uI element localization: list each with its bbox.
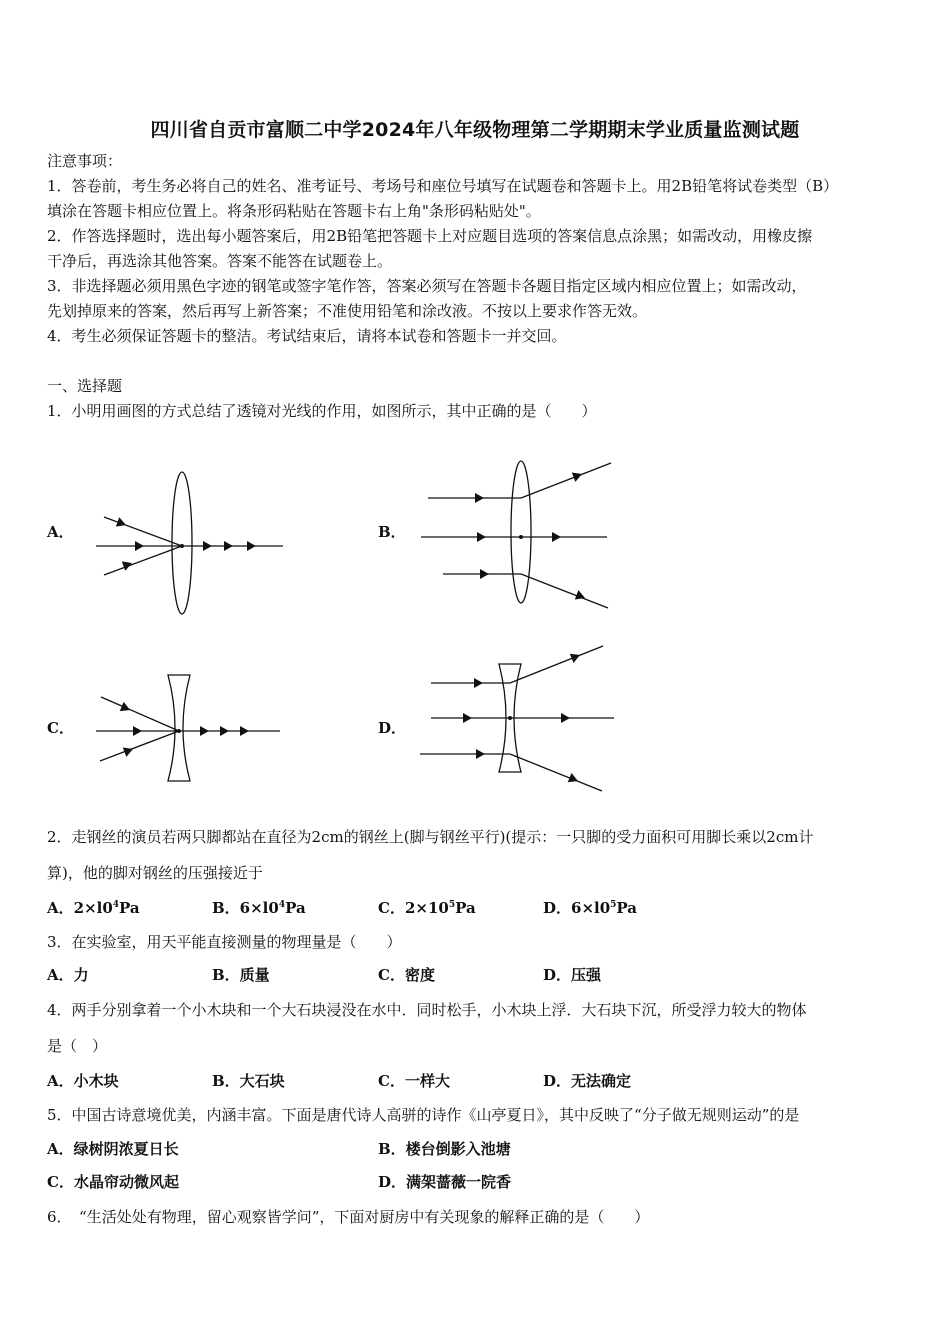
notice-heading: 注意事项： — [47, 152, 123, 170]
section-heading: 一、选择题 — [47, 377, 123, 395]
q6-stem: 6． “生活处处有物理，留心观察皆学问”，下面对厨房中有关现象的解释正确的是（ ） — [47, 1208, 650, 1226]
q1-option-b: B． — [378, 523, 406, 541]
q2-option-c: C．$2\times 10^5Pa$ — [378, 899, 476, 917]
q4-option-c: C．一样大 — [378, 1072, 450, 1090]
figure-a-convex-lens — [96, 472, 283, 614]
q2-option-a: A．$2\times l0^4Pa$ — [47, 899, 140, 917]
notice-line-5: 3．非选择题必须用黑色字迹的钢笔或签字笔作答，答案必须写在答题卡各题目指定区域内相应位置上；如需改动， — [47, 277, 807, 295]
notice-line-6: 先划掉原来的答案，然后再写上新答案；不准使用铅笔和涂改液。不按以上要求作答无效。 — [47, 302, 648, 320]
figure-d-concave-lens — [420, 646, 614, 791]
q4-stem-line-2: 是（ ） — [47, 1037, 108, 1055]
notice-line-1: 1．答卷前，考生务必将自己的姓名、准考证号、考场号和座位号填写在试题卷和答题卡上。用2B铅笔将试卷类型（B） — [47, 177, 839, 195]
q3-option-c: C．密度 — [378, 966, 435, 984]
q5-option-c: C．水晶帘动微风起 — [47, 1173, 179, 1191]
q3-stem: 3．在实验室，用天平能直接测量的物理量是（ ） — [47, 933, 402, 951]
figure-b-convex-lens — [421, 461, 611, 608]
notice-line-7: 4．考生必须保证答题卡的整洁。考试结束后，请将本试卷和答题卡一并交回。 — [47, 327, 567, 345]
q3-option-d: D．压强 — [543, 966, 602, 984]
q4-option-a: A．小木块 — [47, 1072, 119, 1090]
q2-stem-line-2: 算)，他的脚对钢丝的压强接近于 — [47, 864, 263, 882]
q1-option-a: A． — [47, 523, 74, 541]
q3-option-a: A．力 — [47, 966, 89, 984]
q5-option-a: A．绿树阴浓夏日长 — [47, 1140, 179, 1158]
notice-line-3: 2．作答选择题时，选出每小题答案后，用2B铅笔把答题卡上对应题目选项的答案信息点涂黑；如需改动，用橡皮擦 — [47, 227, 813, 245]
q1-stem: 1．小明用画图的方式总结了透镜对光线的作用，如图所示，其中正确的是（ ） — [47, 402, 597, 420]
figure-c-concave-lens — [96, 675, 280, 781]
q4-option-b: B．大石块 — [212, 1072, 285, 1090]
q5-option-d: D．满架蔷薇一院香 — [378, 1173, 512, 1191]
notice-line-4: 干净后，再选涂其他答案。答案不能答在试题卷上。 — [47, 252, 393, 270]
q1-option-d: D． — [378, 719, 407, 737]
q2-option-b: B．$6\times l0^4Pa$ — [212, 899, 306, 917]
q5-stem: 5．中国古诗意境优美，内涵丰富。下面是唐代诗人高骈的诗作《山亭夏日》，其中反映了“分子做无规则运动”的是 — [47, 1106, 800, 1124]
q1-option-c: C． — [47, 719, 74, 737]
q5-option-b: B．楼台倒影入池塘 — [378, 1140, 511, 1158]
q4-option-d: D．无法确定 — [543, 1072, 632, 1090]
q3-option-b: B．质量 — [212, 966, 270, 984]
notice-line-2: 填涂在答题卡相应位置上。将条形码粘贴在答题卡右上角"条形码粘贴处"。 — [47, 202, 541, 220]
q2-option-d: D．$6\times l0^5Pa$ — [543, 899, 638, 917]
page-title: 四川省自贡市富顺二中学2024年八年级物理第二学期期末学业质量监测试题 — [150, 119, 800, 141]
q4-stem-line-1: 4．两手分别拿着一个小木块和一个大石块浸没在水中．同时松手，小木块上浮．大石块下沉，所受浮力较大的物体 — [47, 1001, 807, 1019]
q2-stem-line-1: 2．走钢丝的演员若两只脚都站在直径为2cm的钢丝上(脚与钢丝平行)(提示：一只脚的受力面积可用脚长乘以2cm计 — [47, 828, 814, 846]
